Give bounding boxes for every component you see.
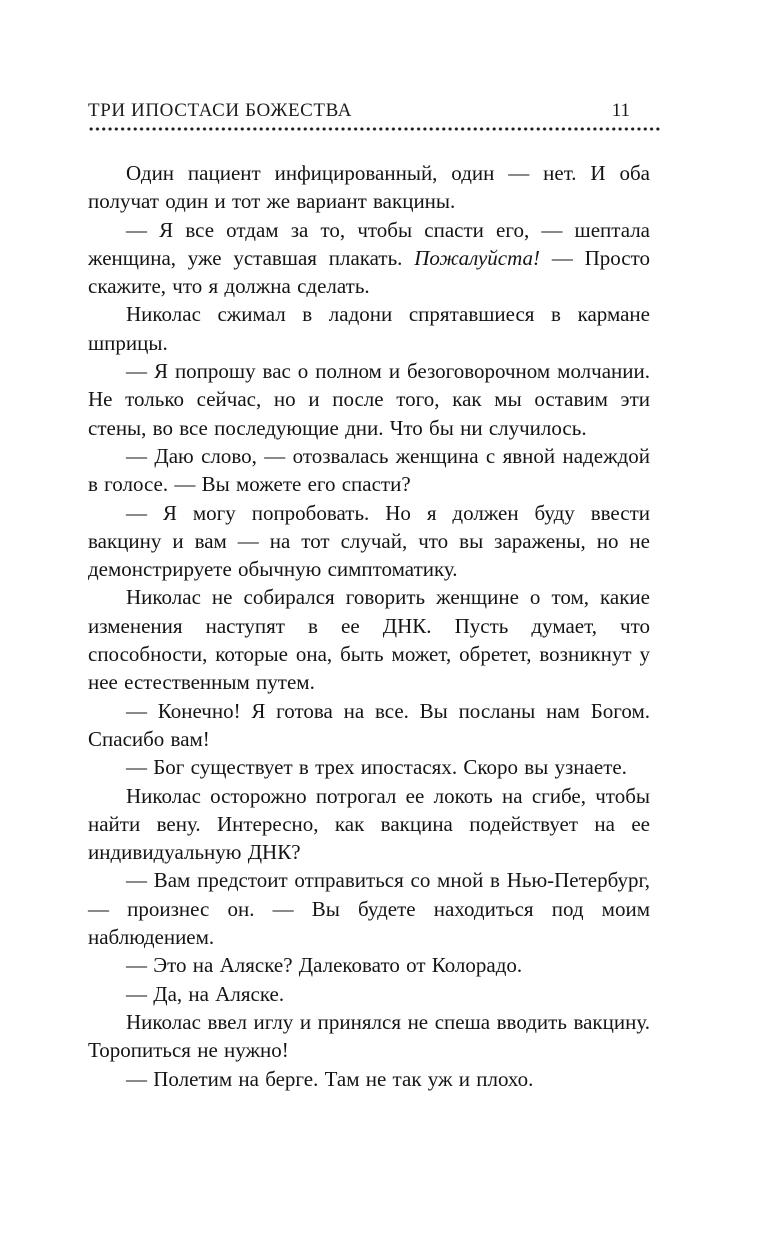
paragraph-italic-text: Пожалуйста! xyxy=(414,245,541,270)
paragraph: — Да, на Аляске. xyxy=(126,981,285,1006)
page-body xyxy=(88,159,650,1093)
page-number: 11 xyxy=(611,100,630,121)
paragraph: Один пациент инфицированный, один — нет. И оба получат один и тот же вариант вакцины. xyxy=(88,161,650,214)
paragraph: Николас осторожно потрогал ее локоть на сгибе, чтобы найти вену. Интересно, как вакцина подействует на ее индивидуальную ДНК? xyxy=(88,783,650,865)
paragraph: Николас ввел иглу и принялся не спеша вводить вакцину. Торопиться не нужно! xyxy=(88,1009,650,1063)
paragraph: — Я могу попробовать. Но я должен буду ввести вакцину и вам — на тот случай, что вы заражены, но не демонстрируете обычную симптоматику. xyxy=(88,500,650,582)
paragraph: — Даю слово, — отозвалась женщина с явной надеждой в голосе. — Вы можете его спасти? xyxy=(88,443,650,497)
running-header xyxy=(88,100,650,122)
paragraph: — Полетим на берге. Там не так уж и плохо. xyxy=(126,1066,534,1091)
paragraph: — Бог существует в трех ипостасях. Скоро вы узнаете. xyxy=(126,755,627,780)
header-divider xyxy=(88,127,660,131)
paragraph: Николас сжимал в ладони спрятавшиеся в кармане шприцы. xyxy=(88,302,650,355)
paragraph-text: — Я все отдам за то, чтобы спасти его, — шептала женщина, уже уставшая плакать. xyxy=(88,217,650,270)
paragraph: — Вам предстоит отправиться со мной в Нью-Петербург, — произнес он. — Вы будете находиться под моим наблюдением. xyxy=(88,868,650,950)
paragraph: — Я попрошу вас о полном и безоговорочном молчании. Не только сейчас, но и после того, как мы оставим эти стены, во все последующие дни. Что бы ни случилось. xyxy=(88,359,650,440)
running-title: ТРИ ИПОСТАСИ БОЖЕСТВА xyxy=(88,100,353,121)
paragraph-text: — Просто скажите, что я должна сделать. xyxy=(88,245,650,299)
paragraph: — Это на Аляске? Далековато от Колорадо. xyxy=(126,953,523,978)
paragraph: — Конечно! Я готова на все. Вы посланы нам Богом. Спасибо вам! xyxy=(88,698,650,751)
paragraph xyxy=(88,216,650,301)
paragraph: Николас не собирался говорить женщине о том, какие изменения наступят в ее ДНК. Пусть думает, что способности, которые она, быть может, обретет, возникнут у нее естественным путем. xyxy=(88,585,650,695)
